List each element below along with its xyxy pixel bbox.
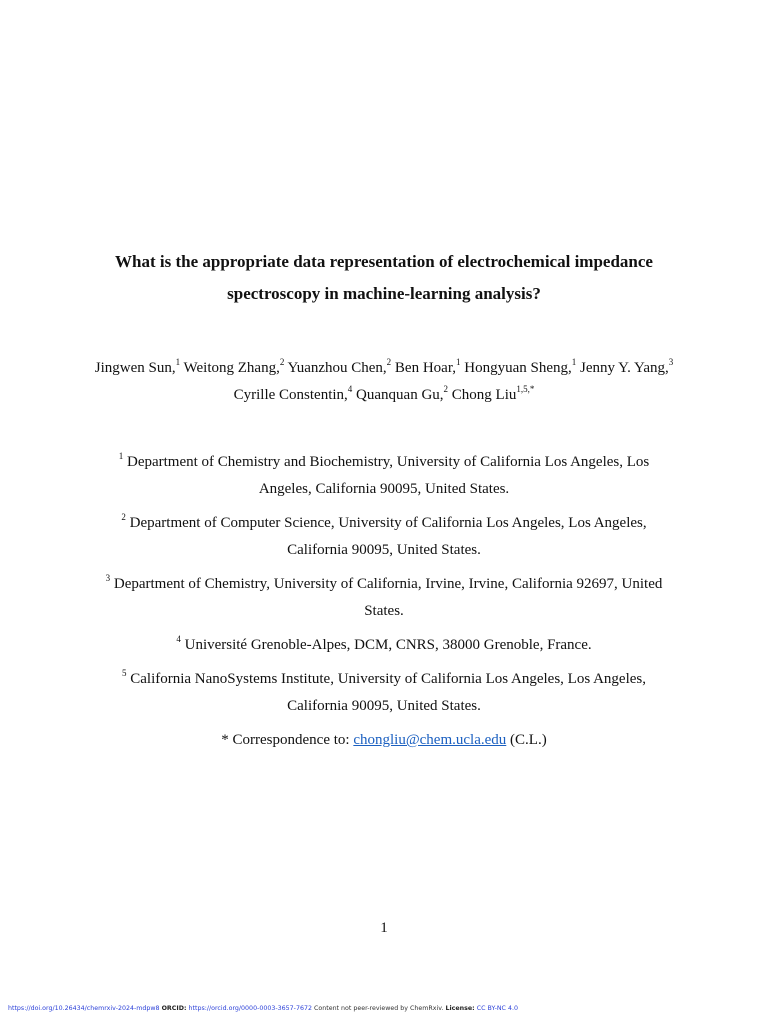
author-affil-sup: 4 (347, 384, 353, 394)
affiliation-5 (60, 666, 708, 720)
paper-title (60, 246, 708, 310)
affiliation-sup: 5 (121, 668, 127, 678)
affiliation-4 (60, 632, 708, 659)
license-label: License: (445, 1005, 475, 1012)
affiliation-1 (60, 449, 708, 503)
affiliation-3 (60, 571, 708, 625)
author-line-2 (40, 382, 728, 409)
page-number: 1 (380, 920, 388, 936)
affiliation-list (60, 449, 708, 761)
orcid-link[interactable]: https://orcid.org/0000-0003-3657-7672 (188, 1005, 312, 1012)
doi-link[interactable]: https://doi.org/10.26434/chemrxiv-2024-mdpw8 (8, 1005, 160, 1012)
author-affil-sup: 1 (571, 357, 577, 367)
review-note: Content not peer-reviewed by ChemRxiv. (313, 1005, 444, 1012)
correspondence-suffix: (C.L.) (506, 732, 547, 748)
affiliation-text: California 90095, United States. (287, 542, 481, 558)
author-name: Chong Liu (448, 387, 517, 403)
affiliation-text: Université Grenoble-Alpes, DCM, CNRS, 38000 Grenoble, France. (180, 637, 592, 653)
affiliation-sup: 2 (121, 512, 126, 522)
title-line-2: spectroscopy in machine-learning analysis? (227, 284, 541, 303)
author-name: Jingwen Sun, (94, 360, 176, 376)
author-name: Ben Hoar, (391, 360, 456, 376)
affiliation-2 (60, 510, 708, 564)
affiliation-text: Department of Chemistry and Biochemistry, University of California Los Angeles, Los (123, 454, 650, 470)
preprint-footer (8, 1005, 518, 1012)
author-affil-sup: 1 (175, 357, 181, 367)
correspondence-email-link[interactable]: chongliu@chem.ucla.edu (353, 732, 507, 748)
affiliation-sup: 1 (118, 451, 124, 461)
correspondence-note (60, 727, 708, 754)
affiliation-sup: 3 (105, 573, 111, 583)
orcid-label: ORCID: (161, 1005, 187, 1012)
author-affil-sup: 1 (455, 357, 461, 367)
affiliation-text: California NanoSystems Institute, University of California Los Angeles, Los Angeles, (126, 671, 646, 687)
affiliation-text: Angeles, California 90095, United States. (258, 481, 510, 497)
license-link[interactable]: CC BY-NC 4.0 (476, 1005, 518, 1012)
author-affil-sup: 1,5,* (516, 384, 535, 394)
affiliation-sup: 4 (176, 634, 181, 644)
correspondence-prefix: * Correspondence to: (221, 732, 354, 748)
author-affil-sup: 2 (386, 357, 392, 367)
author-name: Jenny Y. Yang, (576, 360, 669, 376)
author-name: Quanquan Gu, (352, 387, 444, 403)
author-list (40, 355, 728, 409)
author-name: Cyrille Constentin, (233, 387, 348, 403)
author-name: Yuanzhou Chen, (284, 360, 387, 376)
author-name: Hongyuan Sheng, (460, 360, 572, 376)
affiliation-text: California 90095, United States. (287, 698, 481, 714)
author-affil-sup: 3 (668, 357, 674, 367)
affiliation-text: Department of Computer Science, University of California Los Angeles, Los Angeles, (125, 515, 647, 531)
author-line-1 (40, 355, 728, 382)
author-affil-sup: 2 (279, 357, 285, 367)
affiliation-text: States. (364, 603, 404, 619)
affiliation-text: Department of Chemistry, University of California, Irvine, Irvine, California 92697, United (110, 576, 663, 592)
author-name: Weitong Zhang, (180, 360, 280, 376)
author-affil-sup: 2 (443, 384, 449, 394)
title-line-1: What is the appropriate data representation of electrochemical impedance (115, 252, 653, 271)
